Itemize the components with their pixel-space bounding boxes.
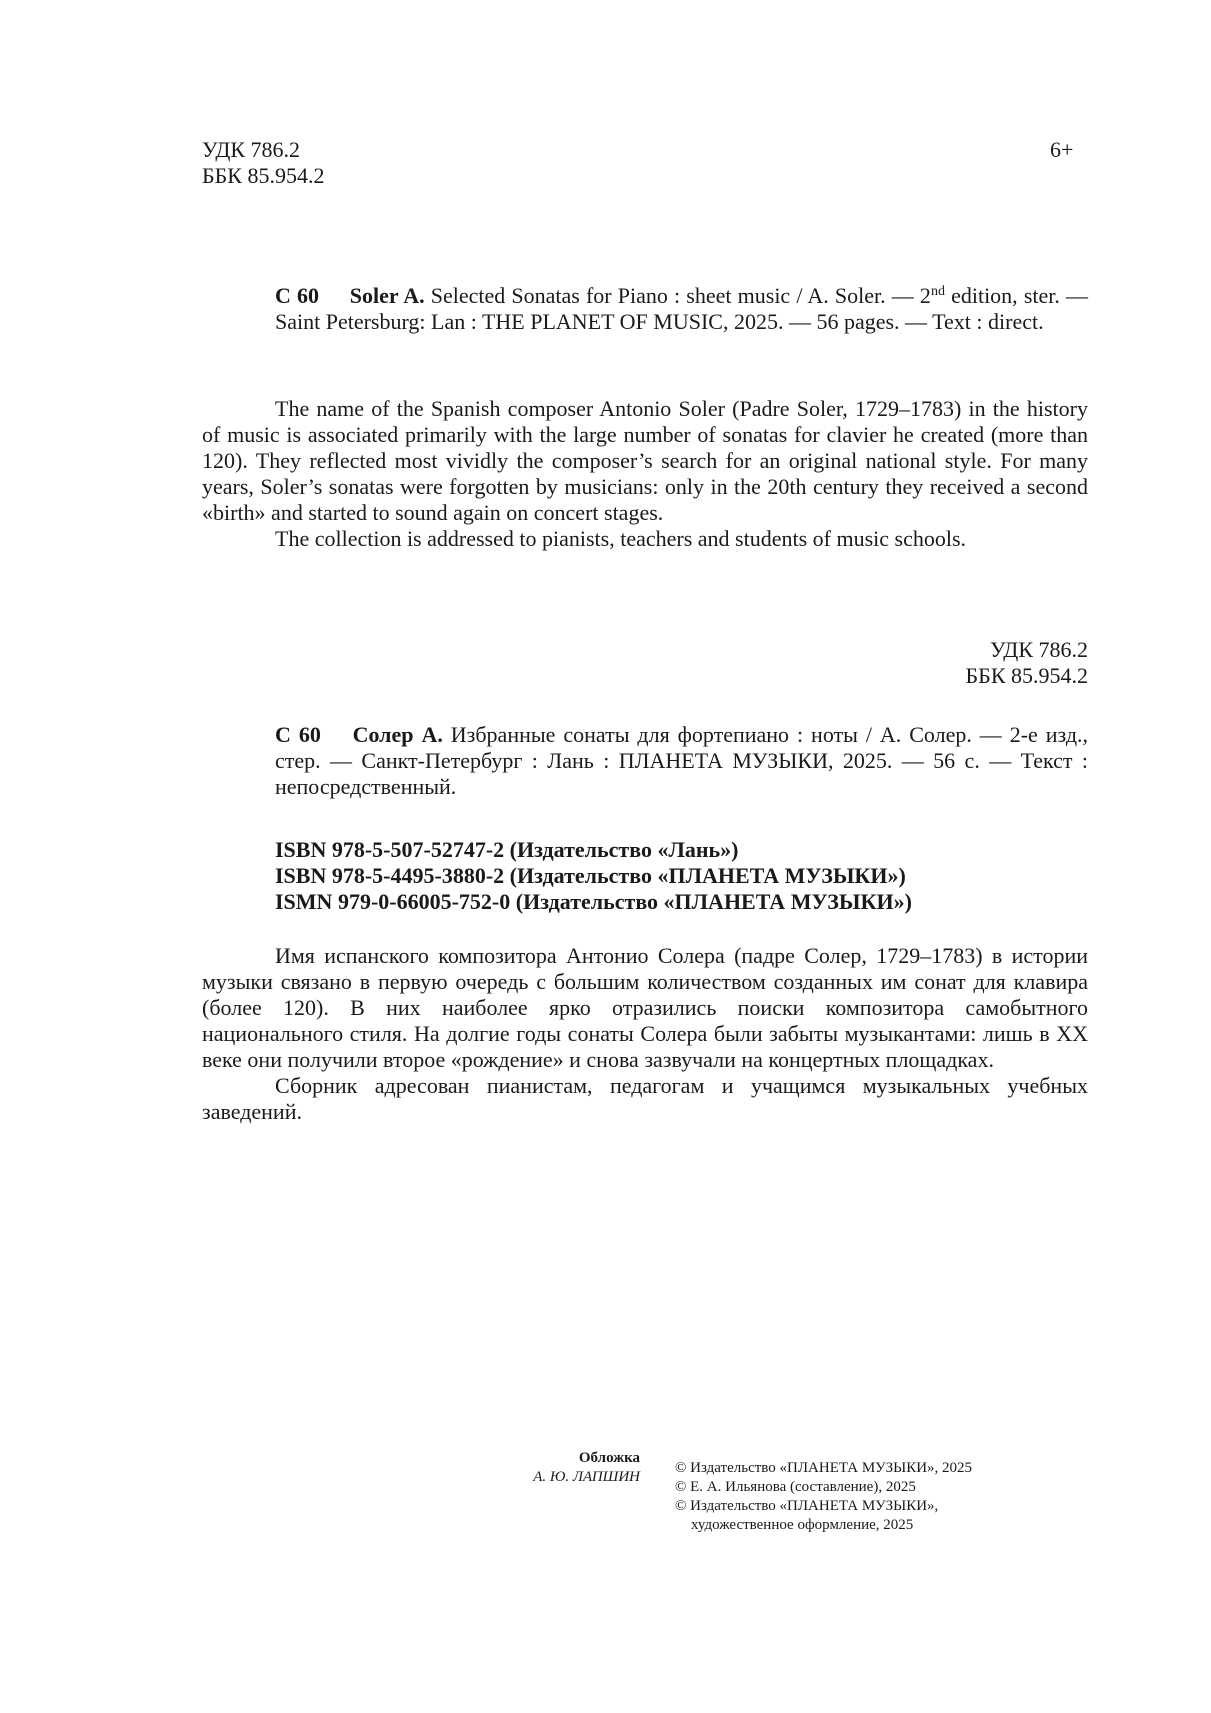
bbk-code-ru: ББК 85.954.2 <box>965 663 1088 688</box>
copyright-line: © Издательство «ПЛАНЕТА МУЗЫКИ», 2025 <box>675 1460 973 1476</box>
udk-code: УДК 786.2 <box>202 137 301 162</box>
english-citation-text-cont: edition, ster. — Saint Petersburg: Lan : THE PLANET OF MUSIC, 2025. — 56 pages. — Text : direct. <box>275 283 1089 334</box>
bbk-code: ББК 85.954.2 <box>202 163 325 188</box>
copyright-block <box>675 1459 1075 1535</box>
russian-annotation-block <box>202 943 1088 1125</box>
isbn-planet: ISBN 978-5-4495-3880-2 (Издательство «ПЛАНЕТА МУЗЫКИ») <box>275 863 906 888</box>
edition-superscript: nd <box>930 284 945 299</box>
copyright-line: © Издательство «ПЛАНЕТА МУЗЫКИ», <box>675 1498 939 1514</box>
russian-record-code: С 60 <box>275 722 321 747</box>
english-citation <box>275 283 1088 335</box>
identifiers-block <box>275 837 1088 915</box>
russian-citation-text: Избранные сонаты для фортепиано : ноты / А. Солер. — 2-е изд., стер. — Санкт-Петербург : Лань : ПЛАНЕТА МУЗЫКИ, 2025. — 56 с. — Текст : непосредственный. <box>275 722 1089 799</box>
copyright-line: © Е. А. Ильянова (составление), 2025 <box>675 1479 916 1495</box>
english-annotation-block <box>202 396 1088 552</box>
age-rating: 6+ <box>1050 137 1074 162</box>
russian-audience: Сборник адресован пианистам, педагогам и учащимся музыкальных учебных заведений. <box>202 1073 1088 1124</box>
russian-classification <box>800 637 1088 689</box>
cover-label: Обложка <box>578 1450 640 1466</box>
english-audience: The collection is addressed to pianists, teachers and students of music schools. <box>275 526 967 551</box>
english-record-code: С 60 <box>275 283 320 308</box>
cover-artist: А. Ю. ЛАПШИН <box>533 1469 640 1485</box>
english-annotation: The name of the Spanish composer Antonio Soler (Padre Soler, 1729–1783) in the history of music is associated primarily with the large number of sonatas for clavier he created (more than 120). They reflected most vividly the composer’s search for an original national style. For many years, Soler’s sonatas were forgotten by musicians: only in the 20th century they received a second «birth» and started to sound again on concert stages. <box>202 396 1088 525</box>
udk-code-ru: УДК 786.2 <box>989 637 1088 662</box>
top-classification <box>202 137 1082 189</box>
ismn-planet: ISMN 979-0-66005-752-0 (Издательство «ПЛАНЕТА МУЗЫКИ») <box>275 889 912 914</box>
english-author: Soler A. <box>349 283 425 308</box>
cover-credit <box>470 1449 640 1487</box>
isbn-lan: ISBN 978-5-507-52747-2 (Издательство «Лань») <box>275 837 739 862</box>
copyright-line: художественное оформление, 2025 <box>691 1517 914 1533</box>
russian-record <box>275 722 1088 800</box>
english-citation-text: Selected Sonatas for Piano : sheet music / A. Soler. — 2 <box>424 283 931 308</box>
russian-annotation: Имя испанского композитора Антонио Солера (падре Солер, 1729–1783) в истории музыки связано в первую очередь с большим количеством созданных им сонат для клавира (более 120). В них наиболее ярко отразились поиски композитора самобытного национального стиля. На долгие годы сонаты Солера были забыты музыкантами: лишь в XX веке они получили второе «рождение» и снова зазвучали на концертных площадках. <box>202 943 1088 1072</box>
english-record <box>275 283 1088 335</box>
russian-author: Солер А. <box>352 722 443 747</box>
russian-citation <box>275 722 1088 800</box>
